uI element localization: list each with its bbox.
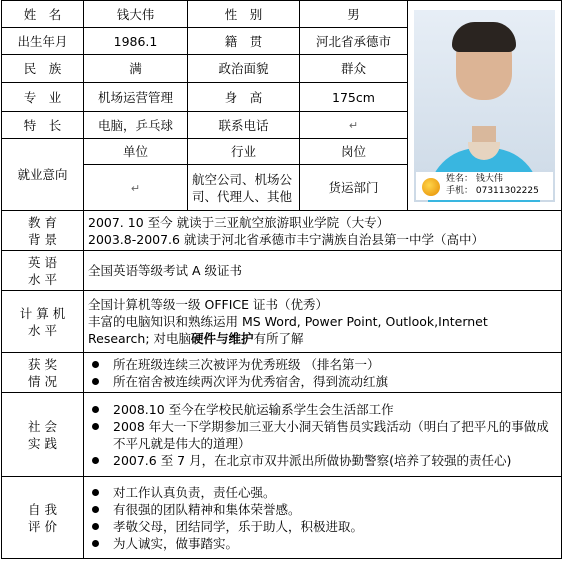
origin-value: 河北省承德市 (300, 28, 408, 55)
list-item: 孝敬父母，团结同学，乐于助人，积极进取。 (88, 518, 557, 535)
intention-unit-header: 单位 (84, 139, 188, 165)
list-item: 2008 年大一下学期参加三亚大小洞天销售员实践活动（明白了把平凡的事做成不平凡就是伟大的道理） (88, 418, 557, 452)
skills-label: 特 长 (2, 112, 84, 139)
self-eval-label: 自 我 评 价 (2, 477, 84, 559)
list-item: 为人诚实，做事踏实。 (88, 535, 557, 552)
phone-value: ↵ (300, 112, 408, 139)
intention-position-header: 岗位 (300, 139, 408, 165)
politics-label: 政治面貌 (188, 55, 300, 83)
education-content (84, 211, 562, 251)
list-item: 2007.6 至 7 月，在北京市双井派出所做协勤警察(培养了较强的责任心) (88, 452, 557, 469)
english-content: 全国英语等级考试 A 级证书 (84, 251, 562, 291)
resume-table (1, 0, 562, 559)
intention-industry-value: 航空公司、机场公司、代理人、其他 (188, 165, 300, 211)
skills-value: 电脑，乒乓球 (84, 112, 188, 139)
caption-name: 姓名： 钱大伟 (446, 173, 503, 184)
computer-line: 丰富的电脑知识和熟练运用 MS Word, Power Point, Outlook,Internet (88, 314, 488, 329)
education-label: 教 育 背 景 (2, 211, 84, 251)
ethnicity-value: 满 (84, 55, 188, 83)
birth-value: 1986.1 (84, 28, 188, 55)
phone-label: 联系电话 (188, 112, 300, 139)
intention-label: 就业意向 (2, 139, 84, 211)
height-label: 身 高 (188, 83, 300, 112)
list-item: 有很强的团队精神和集体荣誉感。 (88, 501, 557, 518)
list-item: 所在宿舍被连续两次评为优秀宿舍，得到流动红旗 (88, 373, 557, 390)
computer-label: 计 算 机 水 平 (2, 291, 84, 353)
profile-photo (414, 10, 555, 202)
photo-caption (416, 172, 553, 200)
practice-label: 社 会 实 践 (2, 393, 84, 477)
origin-label: 籍 贯 (188, 28, 300, 55)
ethnicity-label: 民 族 (2, 55, 84, 83)
intention-industry-header: 行业 (188, 139, 300, 165)
education-line: 2003.8-2007.6 就读于河北省承德市丰宁满族自治县第一中学（高中） (88, 231, 484, 247)
practice-content (84, 393, 562, 477)
education-line: 2007. 10 至今 就读于三亚航空旅游职业学院（大专） (88, 214, 390, 230)
major-label: 专 业 (2, 83, 84, 112)
list-item: 所在班级连续三次被评为优秀班级 （排名第一） (88, 356, 557, 373)
awards-content (84, 353, 562, 393)
computer-line: 全国计算机等级一级 OFFICE 证书（优秀） (88, 297, 328, 312)
awards-label: 获 奖 情 况 (2, 353, 84, 393)
list-item: 2008.10 至今在学校民航运输系学生会生活部工作 (88, 401, 557, 418)
birth-label: 出生年月 (2, 28, 84, 55)
english-label: 英 语 水 平 (2, 251, 84, 291)
gender-label: 性 别 (188, 1, 300, 28)
name-value: 钱大伟 (84, 1, 188, 28)
computer-content (84, 291, 562, 353)
height-value: 175cm (300, 83, 408, 112)
intention-unit-value: ↵ (84, 165, 188, 211)
name-label: 姓 名 (2, 1, 84, 28)
politics-value: 群众 (300, 55, 408, 83)
intention-position-value: 货运部门 (300, 165, 408, 211)
caption-phone: 手机： 07311302225 (446, 185, 539, 196)
gender-value: 男 (300, 1, 408, 28)
computer-line: Research; 对电脑硬件与维护有所了解 (88, 331, 304, 346)
photo-cell (408, 1, 562, 211)
logo-icon (422, 178, 440, 196)
self-eval-content (84, 477, 562, 559)
major-value: 机场运营管理 (84, 83, 188, 112)
list-item: 对工作认真负责，责任心强。 (88, 484, 557, 501)
